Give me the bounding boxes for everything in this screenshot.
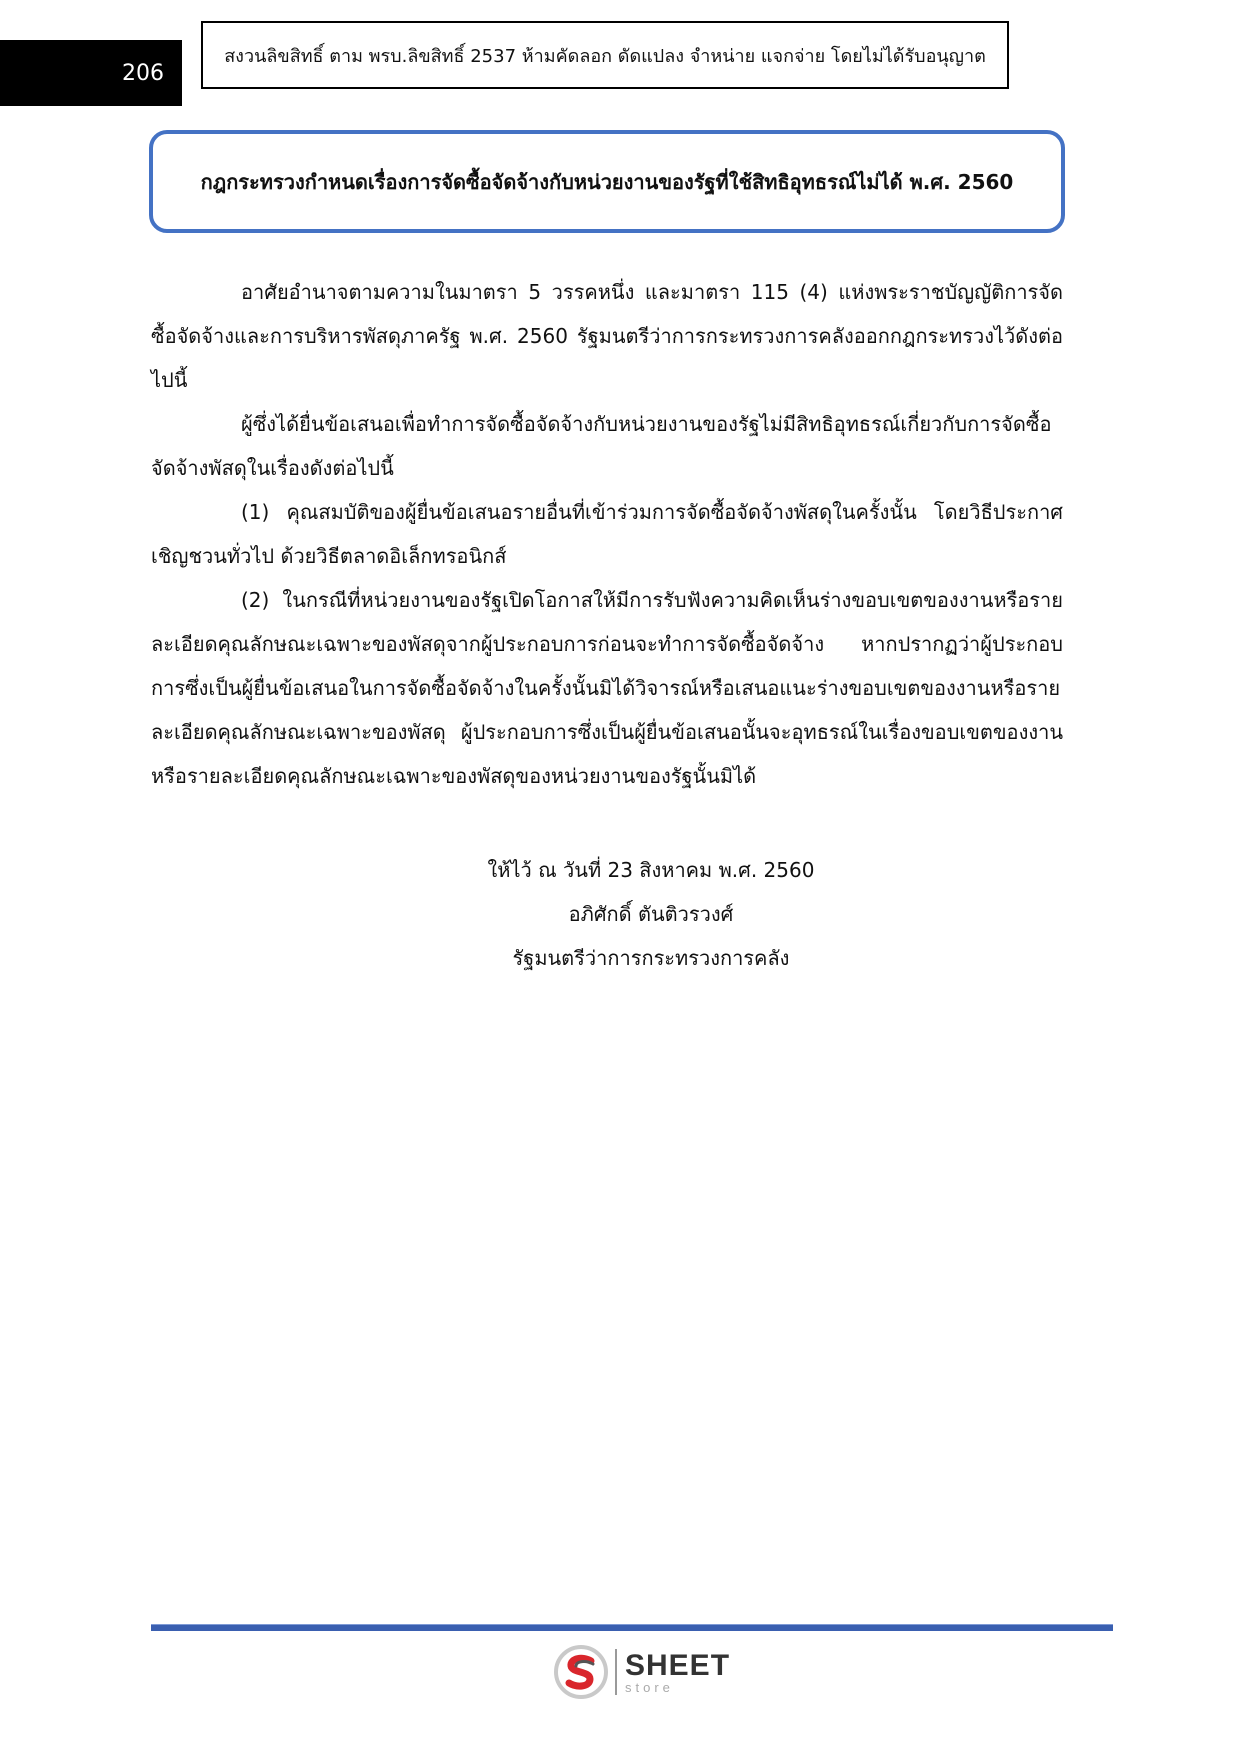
paragraph-preamble: อาศัยอำนาจตามความในมาตรา 5 วรรคหนึ่ง และมาตรา 115 (4) แห่งพระราชบัญญัติการจัดซื้อจัดจ้างและการบริหารพัสดุภาครัฐ พ.ศ. 2560 รัฐมนตรีว่าการกระทรวงการคลังออกกฎกระทรวงไว้ดังต่อไปนี้ <box>151 280 1063 392</box>
document-body <box>151 270 1063 798</box>
signature-name: อภิศักดิ์ ตันติวรวงศ์ <box>568 902 734 926</box>
paragraph-item-2: (2) ในกรณีที่หน่วยงานของรัฐเปิดโอกาสให้มีการรับฟังความคิดเห็นร่างขอบเขตของงานหรือรายละเอียดคุณลักษณะเฉพาะของพัสดุจากผู้ประกอบการก่อนจะทำการจัดซื้อจัดจ้าง หากปรากฏว่าผู้ประกอบการซึ่งเป็นผู้ยื่นข้อเสนอในการจัดซื้อจัดจ้างในครั้งนั้นมิได้วิจารณ์หรือเสนอแนะร่างขอบเขตของงานหรือรายละเอียดคุณลักษณะเฉพาะของพัสดุ ผู้ประกอบการซึ่งเป็นผู้ยื่นข้อเสนอนั้นจะอุทธรณ์ในเรื่องขอบเขตของงานหรือรายละเอียดคุณลักษณะเฉพาะของพัสดุของหน่วยงานของรัฐนั้นมิได้ <box>151 588 1063 788</box>
logo-divider <box>615 1649 617 1695</box>
sheet-store-s-logo-icon <box>553 1644 609 1700</box>
signature-block <box>151 848 1151 980</box>
paragraph-item-1: (1) คุณสมบัติของผู้ยื่นข้อเสนอรายอื่นที่เข้าร่วมการจัดซื้อจัดจ้างพัสดุในครั้งนั้น โดยวิธีประกาศเชิญชวนทั่วไป ด้วยวิธีตลาดอิเล็กทรอนิกส์ <box>151 500 1063 568</box>
paragraph-no-appeal-rights: ผู้ซึ่งได้ยื่นข้อเสนอเพื่อทำการจัดซื้อจัดจ้างกับหน่วยงานของรัฐไม่มีสิทธิอุทธรณ์เกี่ยวกับการจัดซื้อจัดจ้างพัสดุในเรื่องดังต่อไปนี้ <box>151 412 1052 480</box>
document-title-box <box>149 130 1065 233</box>
page-number-box <box>0 40 182 106</box>
logo-wordmark <box>625 1648 731 1695</box>
signature-date: ให้ไว้ ณ วันที่ 23 สิงหาคม พ.ศ. 2560 <box>487 858 815 882</box>
footer-divider <box>151 1624 1113 1631</box>
page-number: 206 <box>122 60 164 86</box>
signature-position: รัฐมนตรีว่าการกระทรวงการคลัง <box>512 946 790 970</box>
sheet-store-logo <box>553 1642 733 1702</box>
copyright-notice-box <box>201 21 1009 89</box>
document-title: กฎกระทรวงกำหนดเรื่องการจัดซื้อจัดจ้างกับหน่วยงานของรัฐที่ใช้สิทธิอุทธรณ์ไม่ได้ พ.ศ. 2560 <box>200 169 1014 194</box>
logo-word: SHEET <box>625 1648 731 1682</box>
copyright-notice: สงวนลิขสิทธิ์ ตาม พรบ.ลิขสิทธิ์ 2537 ห้ามคัดลอก ดัดแปลง จำหน่าย แจกจ่าย โดยไม่ได้รับอนุญาต <box>224 45 986 67</box>
logo-sub: store <box>625 1679 674 1695</box>
